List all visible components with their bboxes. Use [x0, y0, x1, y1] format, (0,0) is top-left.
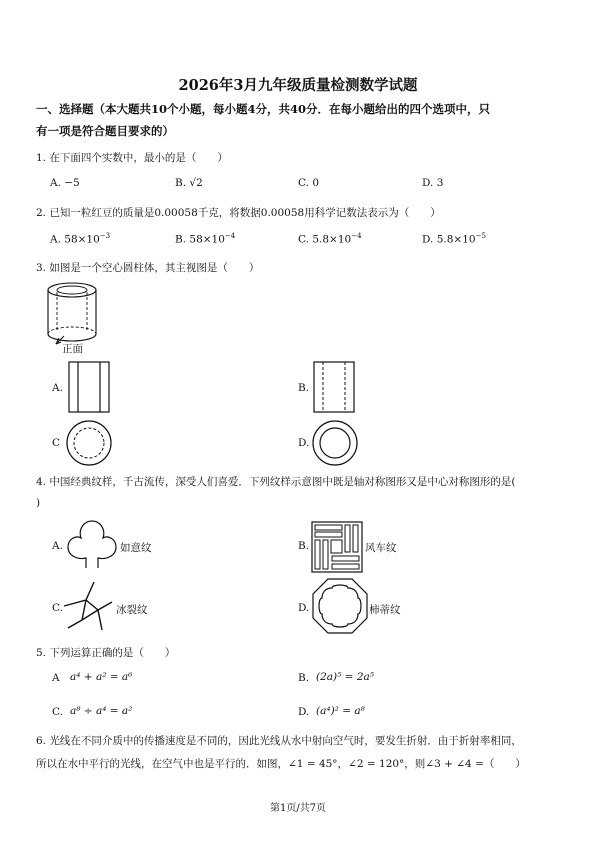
- q5-stem: 5. 下列运算正确的是（ ）: [36, 647, 176, 659]
- q2-option-b: [175, 232, 235, 246]
- q2-option-a-text: A. 58×10: [50, 233, 100, 246]
- q3-option-b: B.: [298, 382, 310, 394]
- q1-option-b-math: √2: [189, 177, 203, 189]
- q5-option-d: D.: [298, 706, 310, 718]
- q1-stem: 1. 在下面四个实数中，最小的是（ ）: [36, 152, 228, 164]
- q4-option-d-name: 柿蒂纹: [369, 604, 401, 616]
- q3-option-c-figure: [66, 420, 112, 466]
- q3-option-a: A.: [52, 382, 63, 394]
- q1-option-a: A. −5: [50, 177, 80, 189]
- q5-option-a-expr: a⁴ + a² = a⁶: [70, 671, 133, 683]
- q4-option-b: B.: [298, 540, 310, 552]
- q5-option-b-expr: (2a)⁵ = 2a⁵: [316, 671, 374, 683]
- page-footer: 第1页/共7页: [269, 803, 327, 814]
- q4-option-b-name: 风车纹: [365, 542, 397, 554]
- q5-option-c-expr: a⁸ ÷ a⁴ = a²: [70, 705, 133, 717]
- section-heading-line2: 有一项是符合题目要求的）: [36, 124, 174, 138]
- q5-option-a: A: [52, 672, 60, 684]
- q1-option-c: C. 0: [298, 177, 320, 189]
- windmill-pattern-icon: [311, 521, 363, 573]
- q2-option-d: [422, 232, 486, 246]
- q3-stem: 3. 如图是一个空心圆柱体，其主视图是（ ）: [36, 262, 260, 274]
- q6-line1: 6. 光线在不同介质中的传播速度是不同的，因此光线从水中射向空气时，要发生折射．由于折射率相同，: [36, 735, 522, 747]
- q2-option-d-text: D. 5.8×10: [422, 233, 476, 246]
- q2-option-c: [298, 232, 362, 246]
- q5-option-b: B.: [298, 672, 310, 684]
- q1-option-d: D. 3: [422, 177, 444, 189]
- q3-option-d-figure: [312, 420, 358, 466]
- q4-option-c-name: 冰裂纹: [116, 604, 148, 616]
- persimmon-pattern-icon: [312, 578, 368, 634]
- q2-option-d-exp: −5: [475, 232, 486, 240]
- q2-stem: 2. 已知一粒红豆的质量是0.00058千克，将数据0.00058用科学记数法表示为（ ）: [36, 207, 441, 219]
- q4-stem-end: ): [36, 497, 41, 509]
- front-view-label: 正面: [62, 343, 83, 355]
- q4-option-a-name: 如意纹: [120, 542, 152, 554]
- q2-option-c-exp: −4: [351, 232, 362, 240]
- q2-option-a: [50, 232, 110, 246]
- q3-option-a-figure: [68, 361, 110, 413]
- q2-option-a-exp: −3: [99, 232, 111, 240]
- hollow-cylinder-figure: [40, 280, 110, 350]
- q1-option-b: [175, 177, 203, 189]
- q3-option-c: C: [52, 437, 61, 449]
- ruyi-pattern-icon: [64, 518, 120, 570]
- q3-option-d: D.: [298, 437, 310, 449]
- q5-option-d-expr: (a⁴)² = a⁸: [316, 705, 365, 717]
- q4-option-c: C.: [52, 602, 63, 614]
- q2-option-b-exp: −4: [224, 232, 236, 240]
- q4-option-a: A.: [52, 540, 63, 552]
- q2-option-b-text: B. 58×10: [175, 233, 225, 246]
- q6-line2: 所以在水中平行的光线，在空气中也是平行的．如图，∠1 = 45°，∠2 = 120°，则∠3 + ∠4 =（ ）: [36, 758, 526, 770]
- q3-option-b-figure: [313, 361, 355, 413]
- page-title: 2026年3月九年级质量检测数学试题: [178, 77, 418, 94]
- ice-crack-pattern-icon: [64, 580, 116, 632]
- q4-option-d: D.: [298, 602, 310, 614]
- section-heading-line1: 一、选择题（本大题共10个小题，每小题4分，共40分．在每小题给出的四个选项中，只: [36, 102, 491, 116]
- q1-option-b-label: B.: [175, 177, 187, 189]
- q4-stem: 4. 中国经典纹样，千古流传，深受人们喜爱．下列纹样示意图中既是轴对称图形又是中心对称图形的是(: [36, 476, 516, 488]
- q5-option-c: C.: [52, 706, 63, 718]
- q2-option-c-text: C. 5.8×10: [298, 233, 352, 246]
